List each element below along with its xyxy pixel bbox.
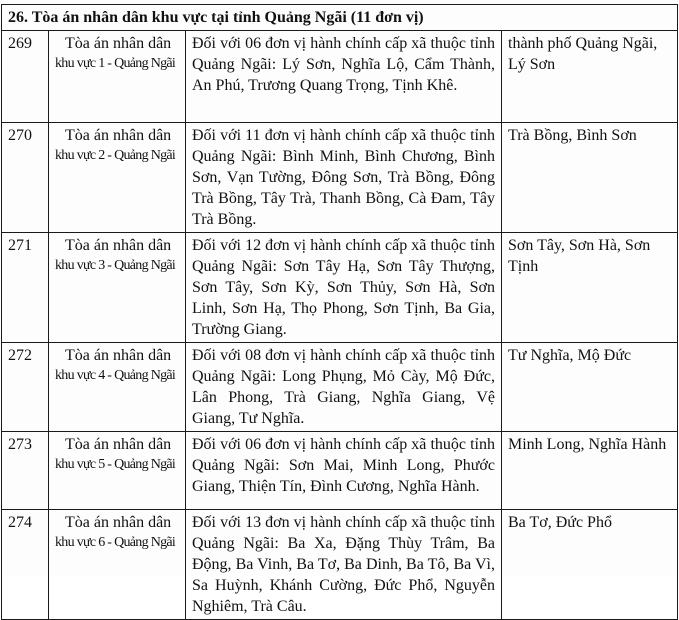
court-name: Tòa án nhân dân — [65, 127, 172, 144]
jurisdiction-scope: Đối với 11 đơn vị hành chính cấp xã thuộc tỉnh Quảng Ngãi: Bình Minh, Bình Chương, Bình Sơn, Vạn Tường, Đông Sơn, Trà Bồng, Đông Trà Bồng, Tây Trà, Thanh Bồng, Cà Đam, Tây Trà Bồng. — [186, 123, 502, 233]
court-region: khu vực 3 - Quảng Ngãi — [55, 258, 176, 273]
former-area: thành phố Quảng Ngãi, Lý Sơn — [502, 31, 678, 123]
table-row — [2, 343, 678, 432]
court-region: khu vực 1 - Quảng Ngãi — [55, 56, 176, 71]
table-row — [2, 31, 678, 123]
former-area: Minh Long, Nghĩa Hành — [502, 432, 678, 510]
court-cell — [49, 233, 186, 343]
table-row — [2, 510, 678, 620]
court-name: Tòa án nhân dân — [65, 35, 172, 52]
court-region: khu vực 6 - Quảng Ngãi — [55, 535, 176, 550]
court-region: khu vực 5 - Quảng Ngãi — [55, 457, 176, 472]
former-area: Tư Nghĩa, Mộ Đức — [502, 343, 678, 432]
former-area: Ba Tơ, Đức Phổ — [502, 510, 678, 620]
court-cell — [49, 432, 186, 510]
section-title: 26. Tòa án nhân dân khu vực tại tỉnh Quảng Ngãi (11 đơn vị) — [2, 5, 678, 31]
court-table — [1, 4, 678, 620]
jurisdiction-scope: Đối với 06 đơn vị hành chính cấp xã thuộc tỉnh Quảng Ngãi: Sơn Mai, Minh Long, Phước Giang, Thiện Tín, Đình Cương, Nghĩa Hành. — [186, 432, 502, 510]
section-header-row — [2, 5, 678, 31]
court-cell — [49, 343, 186, 432]
jurisdiction-scope: Đối với 12 đơn vị hành chính cấp xã thuộc tỉnh Quảng Ngãi: Sơn Tây Hạ, Sơn Tây Thượng, Sơn Tây, Sơn Kỳ, Sơn Thủy, Sơn Hà, Sơn Linh, Sơn Hạ, Thọ Phong, Sơn Tịnh, Ba Gia, Trường Giang. — [186, 233, 502, 343]
table-row — [2, 123, 678, 233]
court-cell — [49, 123, 186, 233]
table-row — [2, 233, 678, 343]
court-region: khu vực 2 - Quảng Ngãi — [55, 148, 176, 163]
row-number: 271 — [2, 233, 49, 343]
former-area: Sơn Tây, Sơn Hà, Sơn Tịnh — [502, 233, 678, 343]
row-number: 274 — [2, 510, 49, 620]
court-name: Tòa án nhân dân — [65, 237, 172, 254]
jurisdiction-scope: Đối với 06 đơn vị hành chính cấp xã thuộc tỉnh Quảng Ngãi: Lý Sơn, Nghĩa Lộ, Cẩm Thành, An Phú, Trương Quang Trọng, Tịnh Khê. — [186, 31, 502, 123]
table-row — [2, 432, 678, 510]
row-number: 273 — [2, 432, 49, 510]
court-name: Tòa án nhân dân — [65, 347, 172, 364]
court-name: Tòa án nhân dân — [65, 436, 172, 453]
court-region: khu vực 4 - Quảng Ngãi — [55, 368, 176, 383]
row-number: 269 — [2, 31, 49, 123]
court-cell — [49, 510, 186, 620]
row-number: 270 — [2, 123, 49, 233]
jurisdiction-scope: Đối với 08 đơn vị hành chính cấp xã thuộc tỉnh Quảng Ngãi: Long Phụng, Mỏ Cày, Mộ Đức, Lân Phong, Trà Giang, Nghĩa Giang, Vệ Giang, Tư Nghĩa. — [186, 343, 502, 432]
jurisdiction-scope: Đối với 13 đơn vị hành chính cấp xã thuộc tỉnh Quảng Ngãi: Ba Xa, Đặng Thùy Trâm, Ba Động, Ba Vinh, Ba Tơ, Ba Dinh, Ba Tô, Ba Vì, Sa Huỳnh, Khánh Cường, Đức Phổ, Nguyễn Nghiêm, Trà Câu. — [186, 510, 502, 620]
row-number: 272 — [2, 343, 49, 432]
former-area: Trà Bồng, Bình Sơn — [502, 123, 678, 233]
court-cell — [49, 31, 186, 123]
court-name: Tòa án nhân dân — [65, 514, 172, 531]
